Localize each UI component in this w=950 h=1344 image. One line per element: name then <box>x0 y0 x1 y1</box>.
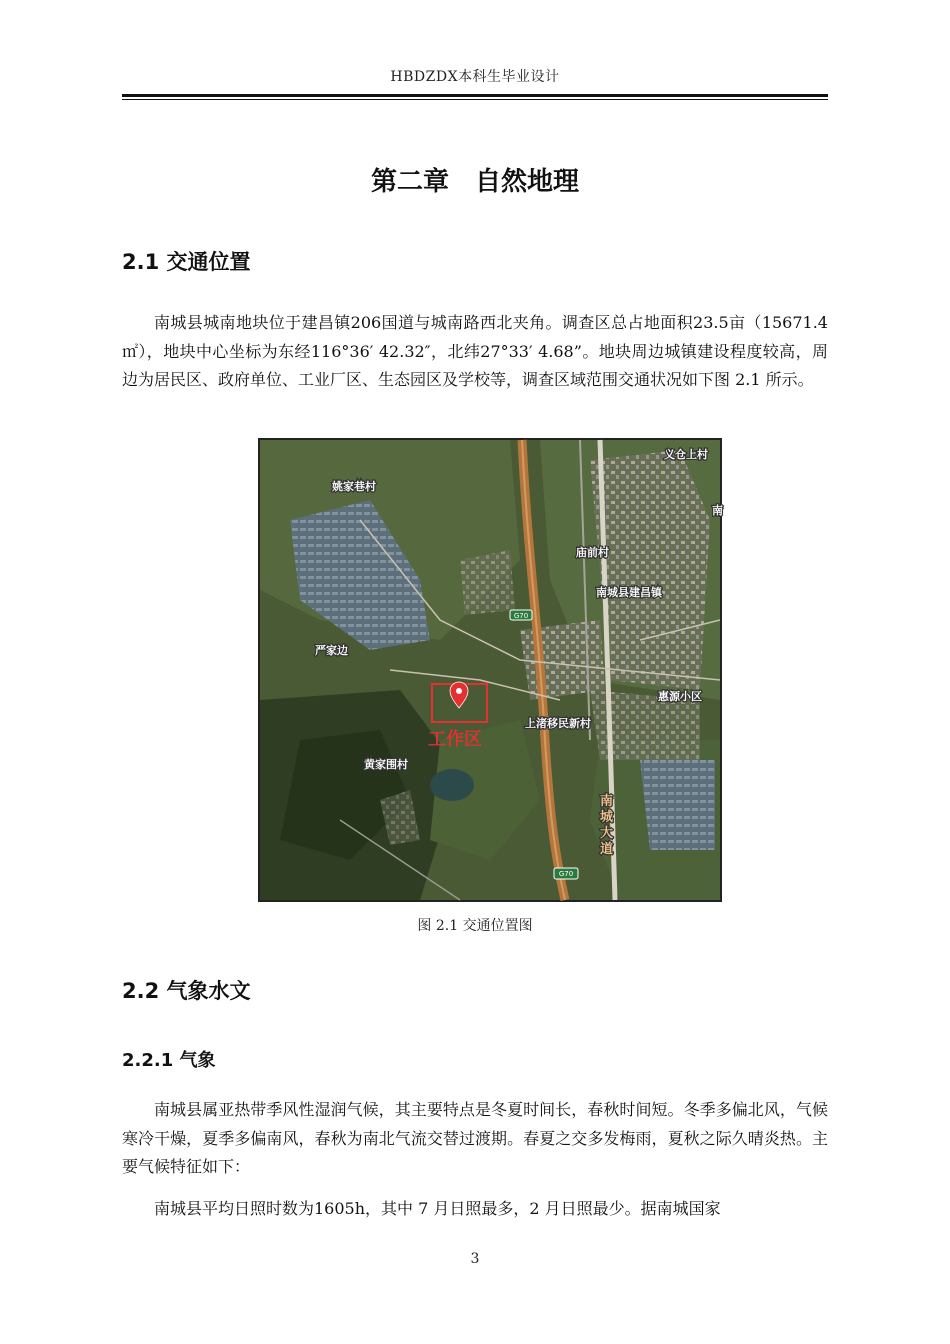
page-number: 3 <box>470 1251 480 1267</box>
paragraph-climate: 南城县属亚热带季风性湿润气候，其主要特点是冬夏时间长，春秋时间短。冬季多偏北风，气候寒冷干燥，夏季多偏南风，春秋为南北气流交替过渡期。春夏之交多发梅雨，夏秋之际久晴炎热。主要气候特征如下： <box>122 1100 828 1176</box>
section-heading-2-1: 2.1 交通位置 <box>122 250 251 274</box>
header-rule-thin <box>122 99 828 100</box>
work-area-label: 工作区 <box>428 729 482 750</box>
map-label-yaojia: 姚家巷村 <box>332 480 376 493</box>
map-label-edge: 南 <box>712 504 723 517</box>
satellite-map <box>260 440 723 900</box>
map-label-jianchang: 南城县建昌镇 <box>596 586 662 599</box>
section-heading-2-2-1: 2.2.1 气象 <box>122 1050 216 1071</box>
section-heading-2-2: 2.2 气象水文 <box>122 979 251 1003</box>
g70-shield-bottom: G70 <box>558 870 574 878</box>
map-label-yicang: 义仓上村 <box>664 448 708 461</box>
map-label-miaoqian: 庙前村 <box>576 546 609 559</box>
svg-text:大: 大 <box>600 826 614 841</box>
traffic-location-map <box>258 438 722 902</box>
paragraph-sunshine: 南城县平均日照时数为1605h，其中 7 月日照最多，2 月日照最少。据南城国家 <box>154 1199 721 1218</box>
chapter-title: 第二章 自然地理 <box>370 167 579 197</box>
running-header: HBDZDX本科生毕业设计 <box>390 69 560 85</box>
g70-shield-top: G70 <box>513 612 529 620</box>
header-rule-thick <box>122 94 828 97</box>
map-label-huiyuan: 惠源小区 <box>658 690 702 703</box>
map-label-shangzhu: 上渚移民新村 <box>525 717 591 730</box>
map-label-yanjia: 严家边 <box>315 644 348 657</box>
svg-text:城: 城 <box>600 810 614 825</box>
svg-text:南: 南 <box>600 794 614 809</box>
map-label-huangjia: 黄家围村 <box>364 758 408 771</box>
figure-caption: 图 2.1 交通位置图 <box>417 918 533 934</box>
svg-text:道: 道 <box>600 842 614 857</box>
paragraph-location: 南城县城南地块位于建昌镇206国道与城南路西北夹角。调查区总占地面积23.5亩（15671.4 ㎡），地块中心坐标为东经116°36′ 42.32″，北纬27°33′ 4.68”。地块周边城镇建设程度较高，周边为居民区、政府单位、工业厂区、生态园区及学校等，调查区域范围交通状况如下图 2.1 所示。 <box>122 313 828 389</box>
